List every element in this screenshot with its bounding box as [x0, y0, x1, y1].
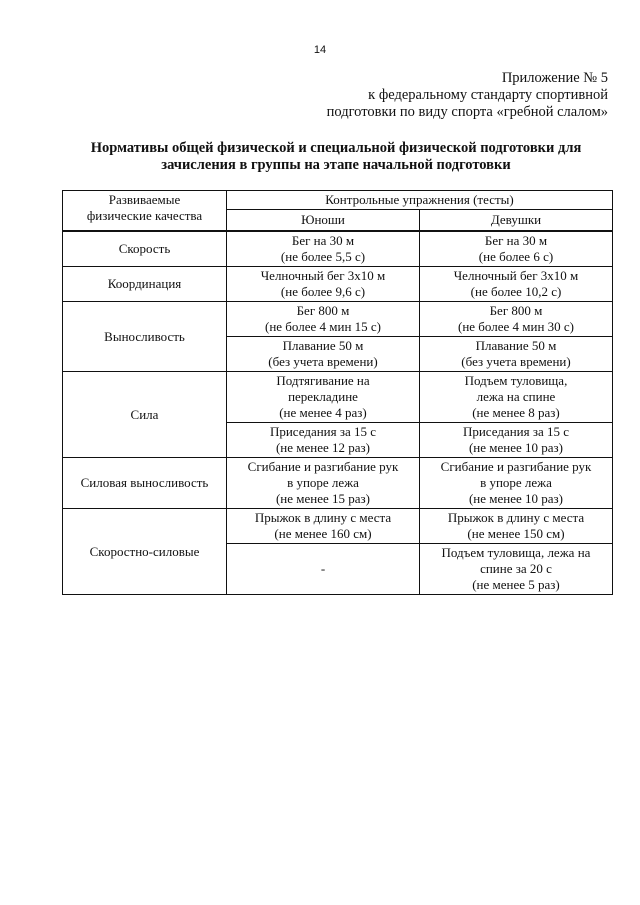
cell-line: Бег на 30 м	[484, 233, 548, 248]
cell-line: в упоре лежа	[480, 475, 552, 490]
girls-test-cell	[420, 458, 613, 509]
cell-line: (не менее 4 раз)	[279, 405, 367, 420]
header-boys-cell: Юноши	[227, 210, 420, 232]
page-number: 14	[313, 44, 327, 56]
boys-test-cell	[227, 458, 420, 509]
cell-line: Прыжок в длину с места	[254, 510, 392, 525]
quality-cell: Координация	[63, 267, 227, 302]
header-girls-cell: Девушки	[420, 210, 613, 232]
cell-line: перекладине	[288, 389, 358, 404]
appendix-line-2: к федеральному стандарту спортивной	[368, 87, 608, 103]
cell-line: Бег на 30 м	[291, 233, 355, 248]
girls-test-cell	[420, 231, 613, 267]
boys-test-cell	[227, 509, 420, 544]
girls-test-cell	[420, 509, 613, 544]
cell-line: Подъем туловища,	[464, 373, 568, 388]
cell-line: Бег 800 м	[489, 303, 543, 318]
cell-line: (не более 5,5 с)	[280, 249, 366, 264]
quality-cell: Скоростно-силовые	[63, 509, 227, 595]
cell-line: (не менее 10 раз)	[468, 440, 564, 455]
girls-test-cell	[420, 544, 613, 595]
cell-line: (не более 6 с)	[478, 249, 554, 264]
table-row	[63, 302, 613, 337]
cell-line: (не более 4 мин 15 с)	[264, 319, 382, 334]
cell-line: (не более 4 мин 30 с)	[457, 319, 575, 334]
appendix-header	[327, 70, 608, 121]
table-row	[63, 458, 613, 509]
boys-test-cell	[227, 267, 420, 302]
appendix-line-3: подготовки по виду спорта «гребной слалом»	[326, 104, 608, 120]
header-tests-cell: Контрольные упражнения (тесты)	[227, 191, 613, 210]
cell-line: (не менее 12 раз)	[275, 440, 371, 455]
table-row	[63, 372, 613, 423]
document-title	[60, 140, 612, 174]
cell-line: (не менее 15 раз)	[275, 491, 371, 506]
title-line-2: зачисления в группы на этапе начальной подготовки	[161, 157, 511, 173]
quality-cell: Сила	[63, 372, 227, 458]
cell-line: Подъем туловища, лежа на	[441, 545, 591, 560]
cell-line: Подтягивание на	[276, 373, 370, 388]
cell-line: Плавание 50 м	[475, 338, 557, 353]
cell-line: Челночный бег 3x10 м	[453, 268, 579, 283]
cell-line: (не менее 160 см)	[274, 526, 372, 541]
boys-test-cell	[227, 544, 420, 595]
girls-test-cell	[420, 337, 613, 372]
header-quality-cell	[63, 191, 227, 232]
cell-line: Сгибание и разгибание рук	[247, 459, 399, 474]
quality-cell: Выносливость	[63, 302, 227, 372]
cell-line: спине за 20 с	[480, 561, 552, 576]
cell-line: (без учета времени)	[268, 354, 378, 369]
cell-line: Челночный бег 3x10 м	[260, 268, 386, 283]
cell-line: в упоре лежа	[287, 475, 359, 490]
title-line-1: Нормативы общей физической и специальной физической подготовки для	[90, 140, 582, 156]
boys-test-cell	[227, 423, 420, 458]
boys-test-cell	[227, 337, 420, 372]
header-quality-line-1: Развиваемые	[108, 192, 181, 207]
quality-cell: Скорость	[63, 231, 227, 267]
appendix-line-1: Приложение № 5	[501, 70, 608, 86]
boys-test-cell	[227, 231, 420, 267]
boys-test-cell	[227, 302, 420, 337]
cell-line: лежа на спине	[476, 389, 556, 404]
cell-line: (без учета времени)	[461, 354, 571, 369]
header-quality-line-2: физические качества	[86, 208, 203, 223]
cell-line: Бег 800 м	[296, 303, 350, 318]
cell-line: -	[320, 561, 326, 576]
table-row	[63, 231, 613, 267]
cell-line: Приседания за 15 с	[462, 424, 570, 439]
boys-test-cell	[227, 372, 420, 423]
cell-line: (не более 9,6 с)	[280, 284, 366, 299]
cell-line: (не более 10,2 с)	[470, 284, 562, 299]
girls-test-cell	[420, 302, 613, 337]
table-row	[63, 509, 613, 544]
cell-line: Приседания за 15 с	[269, 424, 377, 439]
cell-line: (не менее 5 раз)	[472, 577, 560, 592]
quality-cell: Силовая выносливость	[63, 458, 227, 509]
cell-line: (не менее 8 раз)	[472, 405, 560, 420]
cell-line: Прыжок в длину с места	[447, 510, 585, 525]
girls-test-cell	[420, 267, 613, 302]
girls-test-cell	[420, 423, 613, 458]
norms-table	[62, 190, 613, 595]
table-header-row	[63, 191, 613, 210]
cell-line: Плавание 50 м	[282, 338, 364, 353]
cell-line: (не менее 10 раз)	[468, 491, 564, 506]
table-row	[63, 267, 613, 302]
girls-test-cell	[420, 372, 613, 423]
cell-line: Сгибание и разгибание рук	[440, 459, 592, 474]
cell-line: (не менее 150 см)	[467, 526, 565, 541]
